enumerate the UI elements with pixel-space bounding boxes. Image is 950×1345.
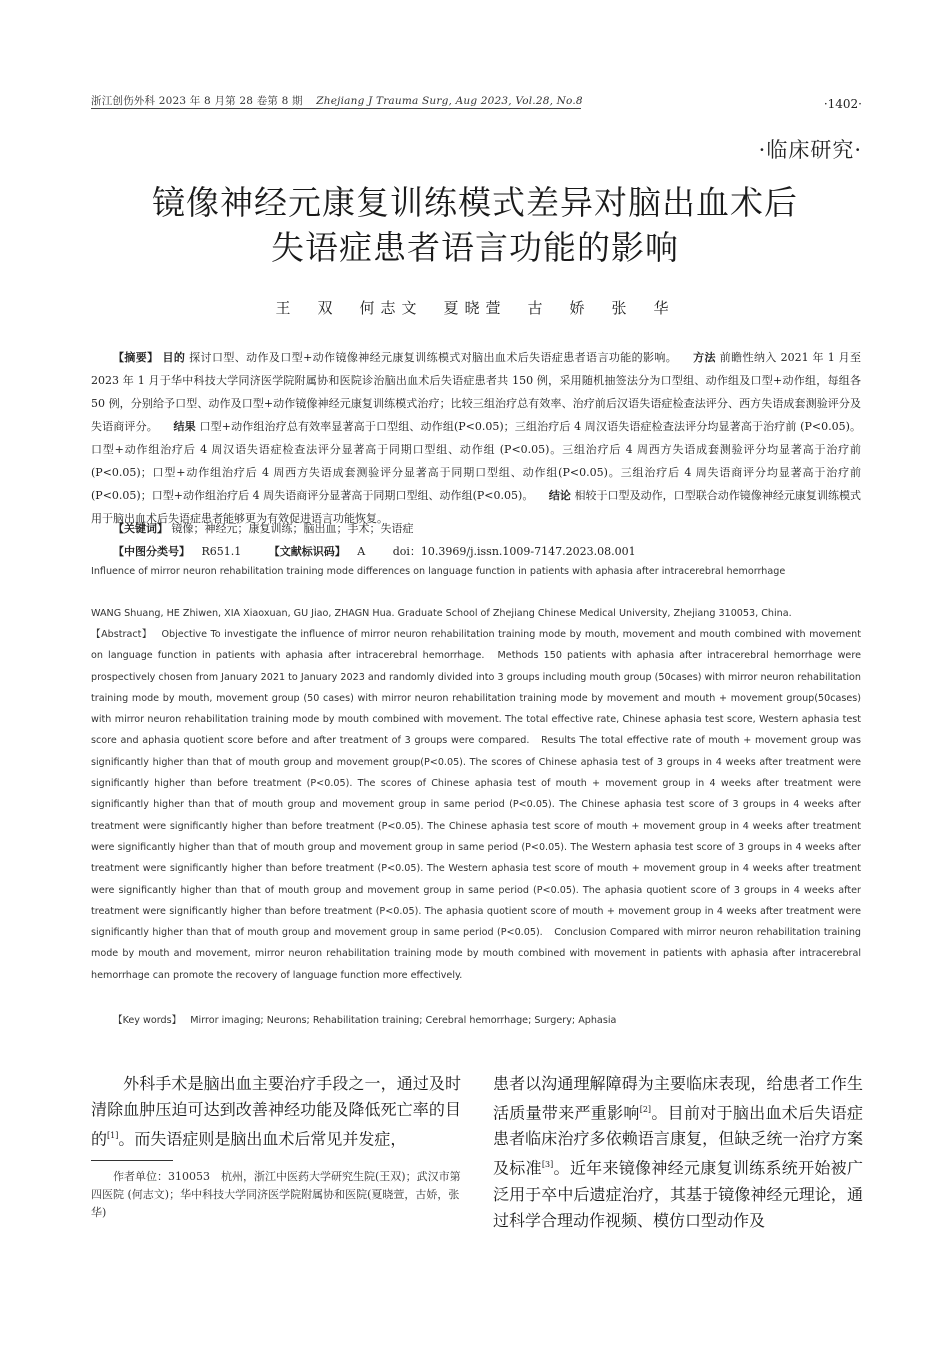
conclusion-text: 相较于口型及动作，口型联合动作镜像神经元康复训练模式用于脑出血术后失语症患者能够更为有效促进语言功能恢复。 [91, 489, 862, 525]
keywords-text: 镜像；神经元；康复训练；脑出血；手术；失语症 [171, 522, 414, 535]
english-authors: WANG Shuang, HE Zhiwen, XIA Xiaoxuan, GU Jiao, ZHAGN Hua. Graduate School of Zhejiang Chinese Medical University, Zhejiang 310053, China. [91, 608, 792, 619]
methods-text: 前瞻性纳入 2021 年 1 月至 2023 年 1 月于华中科技大学同济医学院附属协和医院诊治脑出血术后失语症患者共 150 例，采用随机抽签法分为口型组、动作组及口型+动作组，每组各 50 例，分别给予口型、动作及口型+动作镜像神经元康复训练模式治疗；比较三组治疗总有效率、治疗前后汉语失语症检查法评分、西方失语成套测验评分及失语商评分。 [91, 351, 862, 433]
results-en-label: Results [541, 735, 576, 747]
body-col1-text: 外科手术是脑出血主要治疗手段之一，通过及时清除血肿压迫可达到改善神经功能及降低死亡率的目的 [91, 1074, 461, 1149]
journal-cn: 浙江创伤外科 2023 年 8 月第 28 卷第 8 期 [91, 95, 303, 107]
article-title [0, 180, 950, 270]
journal-en: Zhejiang J Trauma Surg, Aug 2023, Vol.28, No.8 [316, 95, 583, 107]
ref-2: [2] [639, 1105, 652, 1114]
abstract-en-label: 【Abstract】 [91, 629, 152, 640]
methods-label: 方法 [693, 351, 716, 364]
methods-en-label: Methods [497, 650, 539, 662]
footnote-text: 作者单位：310053 杭州，浙江中医药大学研究生院(王双)；武汉市第四医院 (何志文)；华中科技大学同济医学院附属协和医院(夏晓萱，古娇，张华) [91, 1170, 461, 1219]
conclusion-en-label: Conclusion [554, 927, 607, 939]
body-column-2 [493, 1071, 863, 1234]
body-col2-text2: 。目前对于脑出血术后失语症患者临床治疗多依赖语言康复，但缺乏统一治疗方案及标准 [493, 1103, 863, 1178]
body-column-1 [91, 1071, 461, 1152]
body-col2-text3: 。近年来镜像神经元康复训练系统开始被广泛用于卒中后遗症治疗，其基于镜像神经元理论，通过科学合理动作视频、模仿口型动作及 [493, 1158, 863, 1230]
conclusion-en: Compared with mirror neuron rehabilitation training mode by mouth and movement, mirror neuron rehabilitation training mode by mouth combined with movement in patients with aphasia after intracerebral hemorrhage can promote the recovery of language function more effectively. [91, 927, 861, 981]
classification [113, 543, 636, 559]
abstract-label: 【摘要】 [113, 351, 159, 364]
keywords-cn [113, 520, 414, 536]
doi: doi：10.3969/j.issn.1009-7147.2023.08.001 [392, 545, 636, 558]
methods-en: 150 patients with aphasia after intracerebral hemorrhage were prospectively chosen from January 2021 to January 2023 and randomly divided into 3 groups including mouth group (50cases) with mirror neuron rehabilitation training mode by mouth, movement group (50 cases) with mirror neuron rehabilitation training mode by movement and mouth + movement group(50cases) with mirror neuron rehabilitation training mode by mouth combined with movement. The total effective rate, Chinese aphasia test score, Western aphasia test score and aphasia quotient score before and after treatment of 3 groups were compared. [91, 650, 861, 747]
objective-en: To investigate the influence of mirror neuron rehabilitation training mode by mouth, movement and mouth combined with movement on language function in patients with aphasia after intracerebral hemorrhage. [91, 629, 861, 662]
conclusion-label: 结论 [548, 489, 571, 502]
running-header [91, 93, 583, 108]
ref-3: [3] [541, 1160, 554, 1170]
footnote-rule [91, 1160, 173, 1161]
objective-text: 探讨口型、动作及口型+动作镜像神经元康复训练模式对脑出血术后失语症患者语言功能的影响。 [189, 351, 678, 364]
results-text: 口型+动作组治疗总有效率显著高于口型组、动作组(P<0.05)；三组治疗后 4 周汉语失语症检查法评分均显著高于治疗前 (P<0.05)。口型+动作组治疗后 4 周汉语失语症检查法评分显著高于同期口型组、动作组 (P<0.05)。三组治疗后 4 周西方失语成套测验评分均显著高于治疗前(P<0.05)；口型+动作组治疗后 4 周西方失语成套测验评分显著高于同期口型组、动作组(P<0.05)。三组治疗后 4 周失语商评分均显著高于治疗前(P<0.05)；口型+动作组治疗后 4 周失语商评分显著高于同期口型组、动作组(P<0.05)。 [91, 420, 862, 502]
objective-label: 目的 [162, 351, 186, 364]
keywords-en-label: 【Key words】 [113, 1015, 182, 1026]
title-line-2: 失语症患者语言功能的影响 [271, 228, 679, 267]
doc-value: A [357, 545, 366, 558]
results-label: 结果 [173, 420, 196, 433]
objective-en-label: Objective [161, 629, 207, 640]
doc-label: 【文献标识码】 [268, 545, 346, 558]
abstract-en [91, 624, 861, 986]
title-line-1: 镜像神经元康复训练模式差异对脑出血术后 [152, 183, 798, 222]
english-title: Influence of mirror neuron rehabilitation training mode differences on language function in patients with aphasia after intracerebral hemorrhage [91, 566, 786, 577]
header-rule [91, 108, 581, 109]
clc-value: R651.1 [201, 545, 242, 558]
page-number: ·1402· [823, 97, 862, 111]
body-col1-text2: 。而失语症则是脑出血术后常见并发症， [118, 1129, 407, 1149]
section-label: ·临床研究· [758, 138, 862, 162]
keywords-en-text: Mirror imaging; Neurons; Rehabilitation training; Cerebral hemorrhage; Surgery; Aphasia [190, 1015, 617, 1026]
abstract-cn [91, 346, 861, 530]
body-col2-text: 患者以沟通理解障碍为主要临床表现，给患者工作生活质量带来严重影响 [493, 1074, 863, 1123]
ref-1: [1] [107, 1131, 119, 1140]
author-affiliation-footnote [91, 1168, 461, 1222]
keywords-label: 【关键词】 [113, 522, 168, 535]
results-en: The total effective rate of mouth + movement group was significantly higher than that of mouth group and movement group(P<0.05). The scores of Chinese aphasia test of 3 groups in 4 weeks after treatment were significantly higher than before treatment (P<0.05). The scores of Chinese aphasia test of mouth + movement group in 4 weeks after treatment were significantly higher than that of mouth group and movement group in same period (P<0.05). The Chinese aphasia test score of 3 groups in 4 weeks after treatment were significantly higher than before treatment (P<0.05). The Chinese aphasia test score of mouth + movement group in 4 weeks after treatment were significantly higher than that of mouth group and movement group in same period (P<0.05). The Western aphasia test score of 3 groups in 4 weeks after treatment were significantly higher than before treatment (P<0.05). The Western aphasia test score of mouth + movement group in 4 weeks after treatment were significantly higher than that of mouth group and movement group in same period (P<0.05). The aphasia quotient score of 3 groups in 4 weeks after treatment were significantly higher than before treatment (P<0.05). The aphasia quotient score of mouth + movement group in 4 weeks after treatment were significantly higher than that of mouth group and movement group in same period (P<0.05). [91, 735, 861, 939]
authors: 王 双 何志文 夏晓萱 古 娇 张 华 [275, 299, 675, 317]
clc-label: 【中图分类号】 [113, 545, 190, 558]
keywords-en [113, 1010, 861, 1031]
